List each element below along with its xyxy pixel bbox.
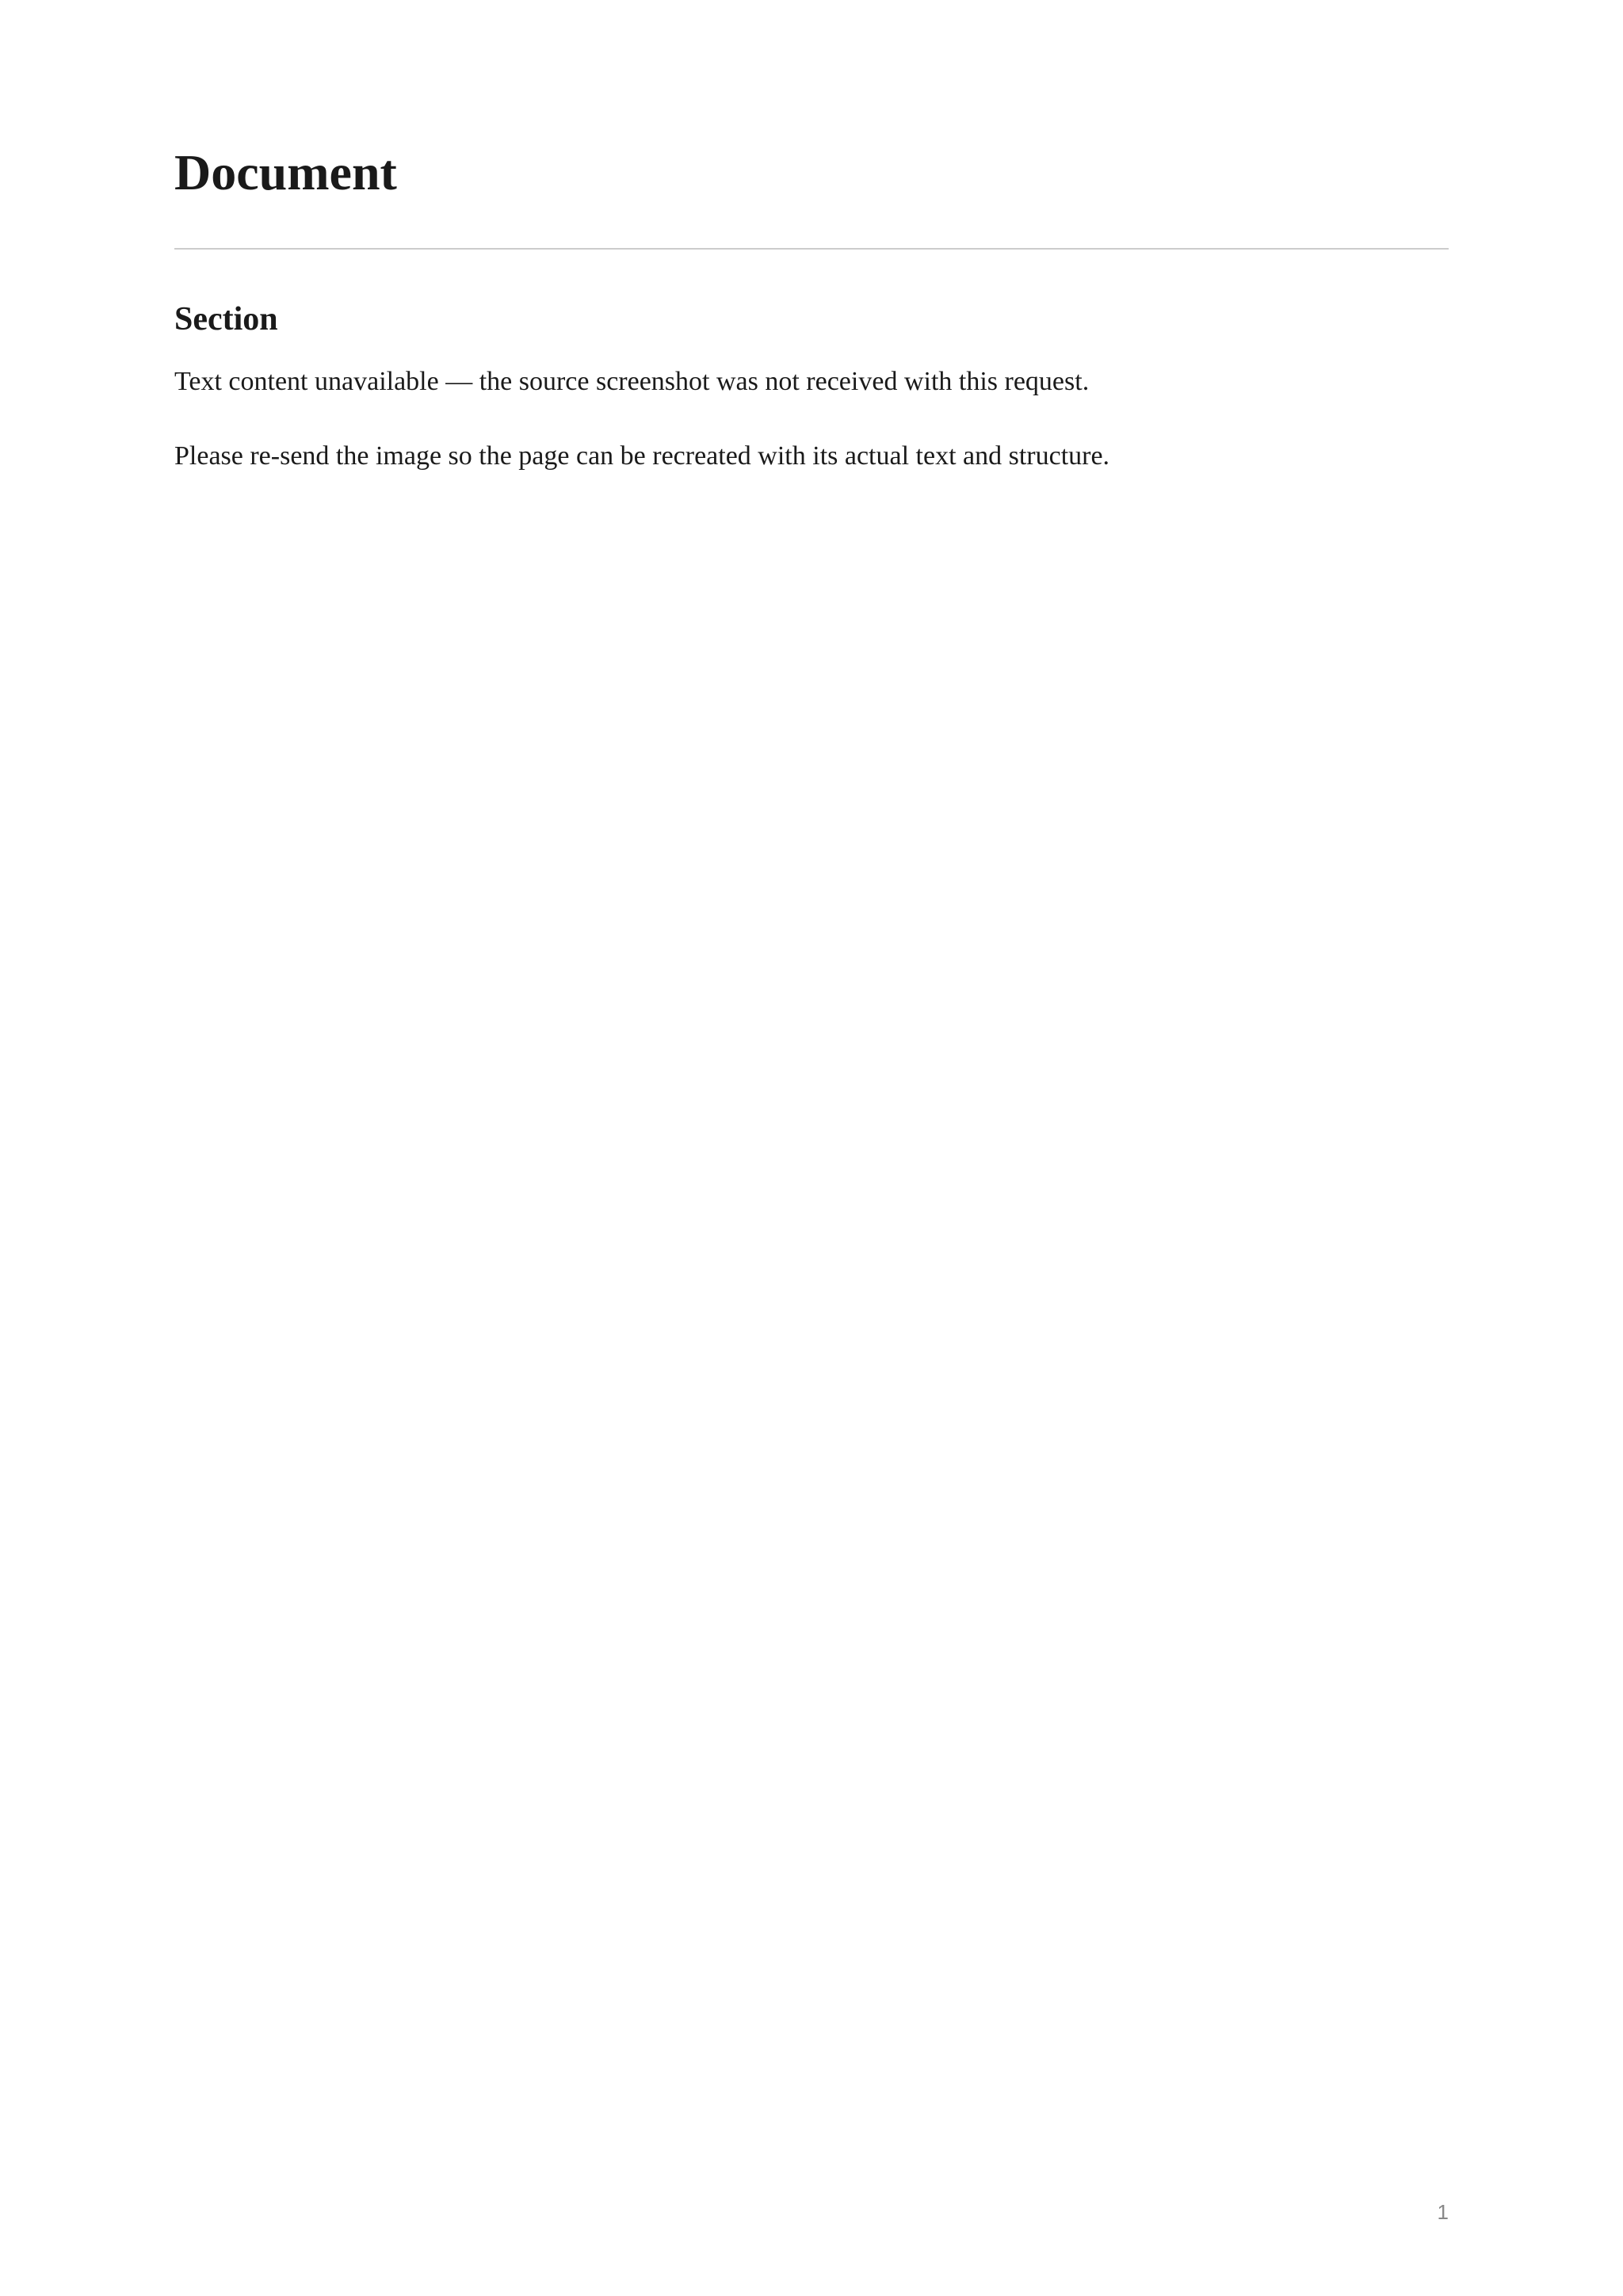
body-paragraph: Text content unavailable — the source screenshot was not received with this request. <box>174 366 1090 396</box>
title-divider <box>174 248 1449 250</box>
page-number: 1 <box>1437 2200 1449 2224</box>
body-paragraph: Please re-send the image so the page can be recreated with its actual text and structure. <box>174 441 1110 471</box>
section-heading: Section <box>174 300 278 338</box>
page-title: Document <box>174 144 397 200</box>
page-footer <box>174 2200 1449 2225</box>
